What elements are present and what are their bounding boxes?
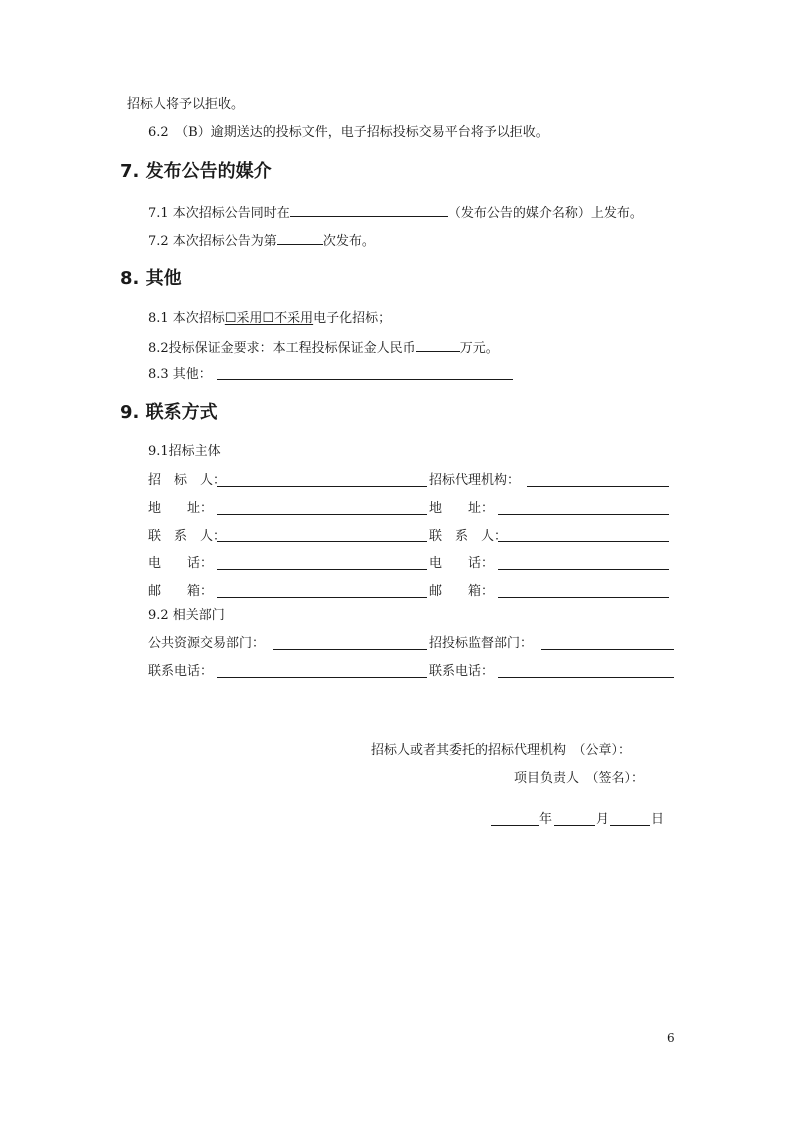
- month-label: 月: [596, 812, 610, 827]
- label-agency-address: 地 址：: [429, 501, 495, 516]
- label-tenderer-phone: 电 话：: [148, 556, 214, 571]
- subheading-9-2: 9.2 相关部门: [148, 608, 225, 623]
- heading-section-7: 7. 发布公告的媒介: [120, 161, 272, 182]
- agency-phone-blank[interactable]: [498, 569, 669, 570]
- clause-8-2: [148, 339, 499, 357]
- media-name-blank[interactable]: [290, 204, 448, 217]
- label-tenderer: 招 标 人：: [148, 473, 227, 488]
- label-tenderer-email: 邮 箱：: [148, 584, 214, 599]
- label-agency-contact: 联 系 人：: [429, 529, 508, 544]
- agency-email-blank[interactable]: [498, 597, 669, 598]
- electronic-bidding-options[interactable]: ☐采用☐不采用: [224, 311, 314, 326]
- agency-blank[interactable]: [527, 486, 669, 487]
- clause-7-2: [148, 232, 375, 250]
- agency-seal-label: 招标人或者其委托的招标代理机构 （公章）：: [371, 743, 632, 758]
- release-count-blank[interactable]: [277, 232, 323, 245]
- clause-8-1-suffix: 电子化招标；: [313, 311, 392, 326]
- day-label: 日: [651, 812, 665, 827]
- year-label: 年: [539, 812, 553, 827]
- label-tenderer-contact: 联 系 人：: [148, 529, 227, 544]
- heading-section-8: 8. 其他: [120, 268, 182, 289]
- subheading-9-1: 9.1招标主体: [148, 444, 221, 459]
- tenderer-contact-blank[interactable]: [217, 541, 427, 542]
- supervision-phone-blank[interactable]: [498, 677, 674, 678]
- label-supervision-dept: 招投标监督部门：: [429, 636, 534, 651]
- agency-contact-blank[interactable]: [498, 541, 669, 542]
- year-blank[interactable]: [491, 825, 539, 826]
- label-agency-phone: 电 话：: [429, 556, 495, 571]
- label-agency: 招标代理机构：: [429, 473, 521, 488]
- heading-section-9: 9. 联系方式: [120, 402, 218, 423]
- day-blank[interactable]: [610, 825, 650, 826]
- tenderer-phone-blank[interactable]: [217, 569, 427, 570]
- sec6-continuation: 招标人将予以拒收。: [127, 97, 245, 112]
- clause-7-1-prefix: 7.1 本次招标公告同时在: [148, 206, 290, 221]
- label-tenderer-address: 地 址：: [148, 501, 214, 516]
- trading-dept-blank[interactable]: [273, 649, 427, 650]
- label-supervision-phone: 联系电话：: [429, 664, 495, 679]
- project-leader-signature-label: 项目负责人 （签名）：: [514, 771, 645, 786]
- tenderer-blank[interactable]: [217, 486, 427, 487]
- month-blank[interactable]: [554, 825, 595, 826]
- supervision-dept-blank[interactable]: [541, 649, 674, 650]
- tenderer-address-blank[interactable]: [217, 514, 427, 515]
- clause-8-3-label: 8.3 其他：: [148, 367, 212, 382]
- agency-address-blank[interactable]: [498, 514, 669, 515]
- label-trading-dept: 公共资源交易部门：: [148, 636, 266, 651]
- deposit-amount-blank[interactable]: [416, 339, 460, 352]
- clause-8-1-prefix: 8.1 本次招标: [148, 311, 225, 326]
- tenderer-email-blank[interactable]: [217, 597, 427, 598]
- clause-6-2: 6.2 （B）逾期送达的投标文件，电子招标投标交易平台将予以拒收。: [148, 125, 549, 140]
- label-agency-email: 邮 箱：: [429, 584, 495, 599]
- other-blank[interactable]: [217, 379, 513, 380]
- label-trading-phone: 联系电话：: [148, 664, 214, 679]
- clause-7-1-suffix: （发布公告的媒介名称）上发布。: [447, 206, 643, 221]
- page-number: 6: [667, 1031, 675, 1045]
- clause-7-2-prefix: 7.2 本次招标公告为第: [148, 234, 277, 249]
- clause-7-1: [148, 204, 643, 222]
- clause-8-1: [148, 311, 391, 327]
- clause-8-2-prefix: 8.2投标保证金要求：本工程投标保证金人民币: [148, 341, 416, 356]
- clause-7-2-suffix: 次发布。: [322, 234, 375, 249]
- trading-phone-blank[interactable]: [217, 677, 427, 678]
- clause-8-2-suffix: 万元。: [459, 341, 499, 356]
